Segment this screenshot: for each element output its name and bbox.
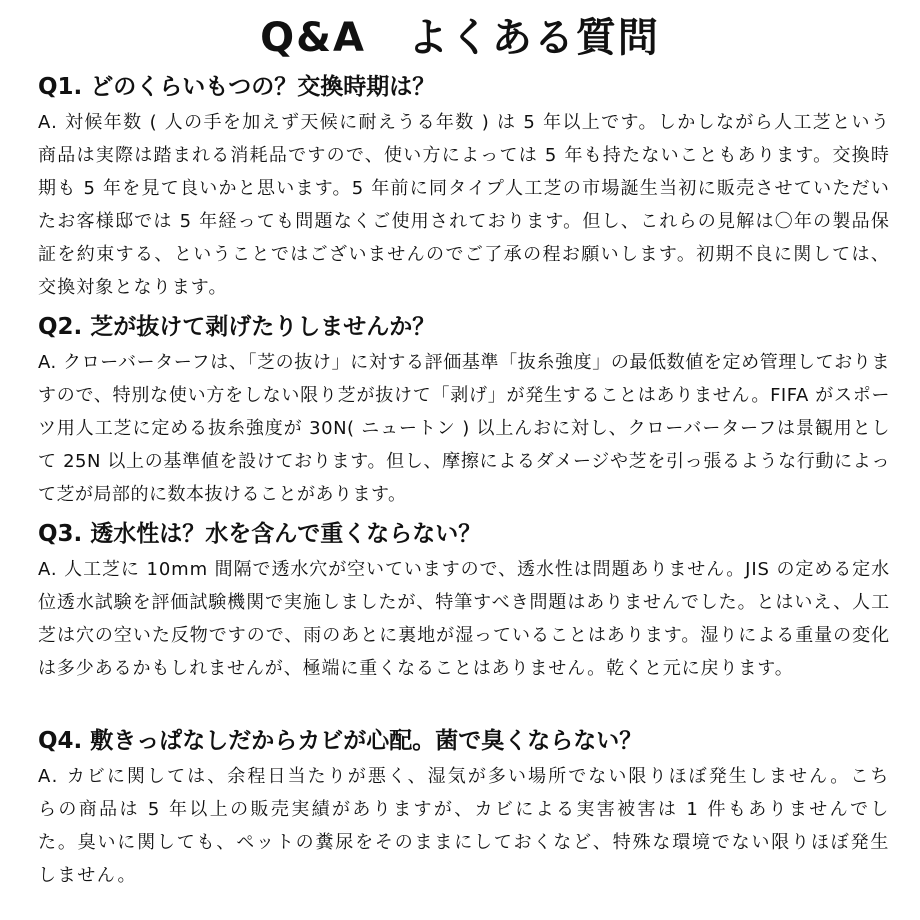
page-title: Q&A よくある質問 bbox=[260, 15, 660, 61]
answer-4: A. カビに関しては、余程日当たりが悪く、湿気が多い場所でない限りほぼ発生しません。こちらの商品は 5 年以上の販売実績がありますが、カビによる実害被害は 1 件もありませんでした。臭いに関しても、ペットの糞尿をそのままにしておくなど、特殊な環境でない限りほぼ発生しません。 bbox=[38, 766, 890, 886]
question-1: Q1. どのくらいもつの？交換時期は？ bbox=[38, 74, 436, 100]
question-3: Q3. 透水性は？水を含んで重くならない？ bbox=[38, 521, 482, 547]
faq-item-4 bbox=[38, 722, 890, 892]
faq-item-1 bbox=[38, 68, 890, 304]
answer-3: A. 人工芝に 10mm 間隔で透水穴が空いていますので、透水性は問題ありません。JIS の定める定水位透水試験を評価試験機関で実施しましたが、特筆すべき問題はありませんでした。とはいえ、人工芝は穴の空いた反物ですので、雨のあとに裏地が湿っていることはあります。湿りによる重量の変化は多少あるかもしれませんが、極端に重くなることはありません。乾くと元に戻ります。 bbox=[38, 559, 890, 679]
faq-item-2 bbox=[38, 308, 890, 511]
answer-1: A. 対候年数 ( 人の手を加えず天候に耐えうる年数 ) は 5 年以上です。しかしながら人工芝という商品は実際は踏まれる消耗品ですので、使い方によっては 5 年も持たないこともあります。交換時期も 5 年を見て良いかと思います。5 年前に同タイプ人工芝の市場誕生当初に販売させていただいたお客様邸では 5 年経っても問題なくご使用されております。但し、これらの見解は〇年の製品保証を約束する、ということではございませんのでご了承の程お願いします。初期不良に関しては、交換対象となります。 bbox=[38, 112, 890, 298]
question-2: Q2. 芝が抜けて剥げたりしませんか？ bbox=[38, 314, 436, 340]
question-4: Q4. 敷きっぱなしだからカビが心配。菌で臭くならない？ bbox=[38, 728, 643, 754]
faq-item-3 bbox=[38, 515, 890, 685]
answer-2: A. クローバーターフは、「芝の抜け」に対する評価基準「抜糸強度」の最低数値を定め管理しておりますので、特別な使い方をしない限り芝が抜けて「剥げ」が発生することはありません。FIFA がスポーツ用人工芝に定める抜糸強度が 30N( ニュートン ) 以上んおに対し、クローバーターフは景観用として 25N 以上の基準値を設けております。但し、摩擦によるダメージや芝を引っ張るような行動によって芝が局部的に数本抜けることがあります。 bbox=[38, 352, 890, 505]
